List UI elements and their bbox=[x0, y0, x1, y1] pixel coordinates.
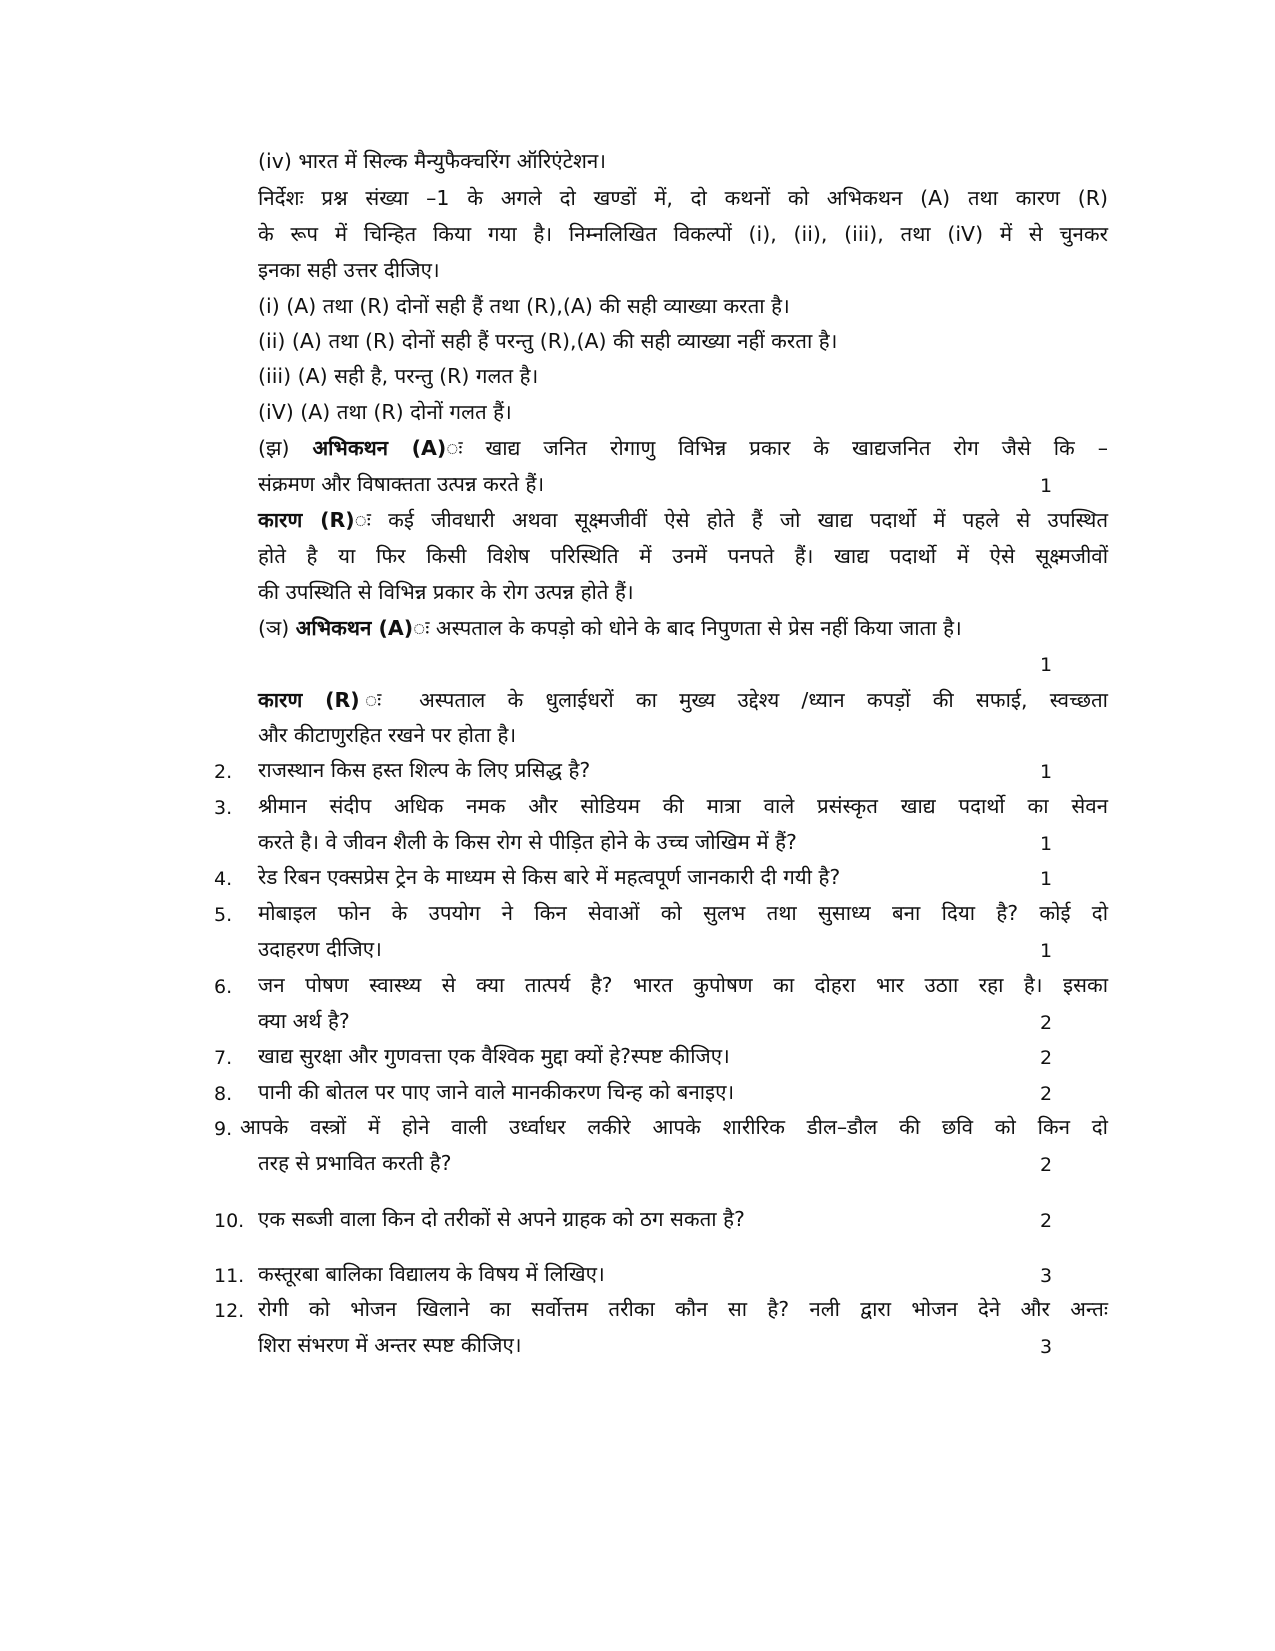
question-text: पानी की बोतल पर पाए जाने वाले मानकीकरण चिन्ह को बनाइए। bbox=[258, 1080, 735, 1104]
question-mark: 1 bbox=[1040, 761, 1053, 783]
nya-assertion-label: अभिकथन (A) bbox=[295, 616, 414, 640]
nya-reason-line-2: और कीटाणुरहित रखने पर होता है। bbox=[258, 723, 517, 747]
question-text-cont: क्या अर्थ है? bbox=[258, 1009, 350, 1033]
question-text: श्रीमान संदीप अधिक नमक और सोडियम की मात्रा वाले प्रसंस्कृत खाद्य पदार्थो का सेवन bbox=[258, 794, 1108, 818]
question-mark: 2 bbox=[1040, 1012, 1053, 1034]
jha-mark: 1 bbox=[1040, 475, 1053, 497]
question-mark: 2 bbox=[1040, 1154, 1053, 1176]
question-mark: 1 bbox=[1040, 833, 1053, 855]
question-mark: 3 bbox=[1040, 1336, 1053, 1358]
nya-reason-line-1 bbox=[258, 686, 1108, 714]
option-ii: (ii) (A) तथा (R) दोनों सही हैं परन्तु (R),(A) की सही व्याख्या नहीं करता है। bbox=[258, 329, 838, 353]
question-text: एक सब्जी वाला किन दो तरीकों से अपने ग्राहक को ठग सकता है? bbox=[258, 1207, 745, 1231]
question-text: राजस्थान किस हस्त शिल्प के लिए प्रसिद्ध है? bbox=[258, 758, 591, 782]
question-text: आपके वस्त्रों में होने वाली उर्ध्वाधर लकीरे आपके शारीरिक डील–डौल की छवि को किन दो bbox=[240, 1115, 1108, 1139]
question-number: 12. bbox=[214, 1300, 245, 1322]
question-number: 2. bbox=[214, 761, 233, 783]
question-number: 8. bbox=[214, 1083, 233, 1105]
jha-prefix: (झ) bbox=[258, 436, 313, 460]
question-mark: 2 bbox=[1040, 1210, 1053, 1232]
nya-assertion-text: ः अस्पताल के कपड़ो को धोने के बाद निपुणता से प्रेस नहीं किया जाता है। bbox=[413, 616, 962, 640]
question-mark: 2 bbox=[1040, 1047, 1053, 1069]
question-number: 3. bbox=[214, 797, 233, 819]
option-i: (i) (A) तथा (R) दोनों सही हैं तथा (R),(A) की सही व्याख्या करता है। bbox=[258, 294, 790, 318]
question-text: जन पोषण स्वास्थ्य से क्या तात्पर्य है? भारत कुपोषण का दोहरा भार उठाा रहा है। इसका bbox=[258, 973, 1108, 997]
question-text-cont: तरह से प्रभावित करती है? bbox=[258, 1151, 452, 1175]
jha-reason-line-3: की उपस्थिति से विभिन्न प्रकार के रोग उत्पन्न होते हैं। bbox=[258, 580, 634, 604]
question-text-cont: शिरा संभरण में अन्तर स्पष्ट कीजिए। bbox=[258, 1333, 522, 1357]
nya-reason-text: ः अस्पताल के धुलाईधरों का मुख्य उद्देश्य /ध्यान कपड़ों की सफाई, स्वच्छता bbox=[359, 688, 1108, 712]
nya-prefix: (ञ) bbox=[258, 616, 296, 640]
question-number: 6. bbox=[214, 976, 233, 998]
question-number: 11. bbox=[214, 1265, 245, 1287]
question-text: रेड रिबन एक्सप्रेस ट्रेन के माध्यम से किस बारे में महत्वपूर्ण जानकारी दी गयी है? bbox=[258, 865, 841, 889]
option-iv-extra: (iv) भारत में सिल्क मैन्युफैक्चरिंग ऑरिएंटेशन। bbox=[258, 149, 607, 173]
jha-assertion-line-1 bbox=[258, 434, 1108, 462]
question-number: 4. bbox=[214, 868, 233, 890]
instruction-line-1: निर्देशः प्रश्न संख्या –1 के अगले दो खण्डों में, दो कथनों को अभिकथन (A) तथा कारण (R) bbox=[258, 186, 1108, 210]
jha-assertion-label: अभिकथन (A) bbox=[312, 436, 447, 460]
option-iii: (iii) (A) सही है, परन्तु (R) गलत है। bbox=[258, 364, 539, 388]
nya-mark: 1 bbox=[1040, 654, 1053, 676]
question-number: 7. bbox=[214, 1047, 233, 1069]
question-number: 5. bbox=[214, 904, 233, 926]
question-mark: 1 bbox=[1040, 868, 1053, 890]
question-number: 10. bbox=[214, 1210, 245, 1232]
question-number: 9. bbox=[214, 1118, 233, 1140]
instruction-line-2: के रूप में चिन्हित किया गया है। निम्नलिखित विकल्पों (i), (ii), (iii), तथा (iV) में से चुनकर bbox=[258, 222, 1108, 246]
question-text: रोगी को भोजन खिलाने का सर्वोत्तम तरीका कौन सा है? नली द्वारा भोजन देने और अन्तः bbox=[258, 1297, 1108, 1321]
jha-reason-text: ः कई जीवधारी अथवा सूक्ष्मजीवीं ऐसे होते हैं जो खाद्य पदार्थो में पहले से उपस्थित bbox=[354, 508, 1109, 532]
question-text-cont: करते है। वे जीवन शैली के किस रोग से पीड़ित होने के उच्च जोखिम में हैं? bbox=[258, 830, 797, 854]
jha-reason-label: कारण (R) bbox=[258, 508, 355, 532]
question-text: कस्तूरबा बालिका विद्यालय के विषय में लिखिए। bbox=[258, 1262, 605, 1286]
instruction-line-3: इनका सही उत्तर दीजिए। bbox=[258, 258, 440, 282]
nya-assertion-line-1 bbox=[258, 614, 962, 642]
jha-reason-line-2: होते है या फिर किसी विशेष परिस्थिति में उनमें पनपते हैं। खाद्य पदार्थो में ऐसे सूक्ष्मजीवों bbox=[258, 544, 1108, 568]
jha-reason-line-1 bbox=[258, 506, 1108, 534]
nya-reason-label: कारण (R) bbox=[258, 688, 360, 712]
question-text-cont: उदाहरण दीजिए। bbox=[258, 937, 382, 961]
jha-assertion-line-2: संक्रमण और विषाक्तता उत्पन्न करते हैं। bbox=[258, 472, 545, 496]
question-mark: 1 bbox=[1040, 940, 1053, 962]
question-text: मोबाइल फोन के उपयोग ने किन सेवाओं को सुलभ तथा सुसाध्य बना दिया है? कोई दो bbox=[258, 901, 1108, 925]
option-iv: (iV) (A) तथा (R) दोनों गलत हैं। bbox=[258, 400, 512, 424]
question-text: खाद्य सुरक्षा और गुणवत्ता एक वैश्विक मुद्दा क्यों हे?स्पष्ट कीजिए। bbox=[258, 1044, 730, 1068]
jha-assertion-text: ः खाद्य जनित रोगाणु विभिन्न प्रकार के खाद्यजनित रोग जैसे कि – bbox=[446, 436, 1108, 460]
question-mark: 2 bbox=[1040, 1083, 1053, 1105]
question-mark: 3 bbox=[1040, 1265, 1053, 1287]
